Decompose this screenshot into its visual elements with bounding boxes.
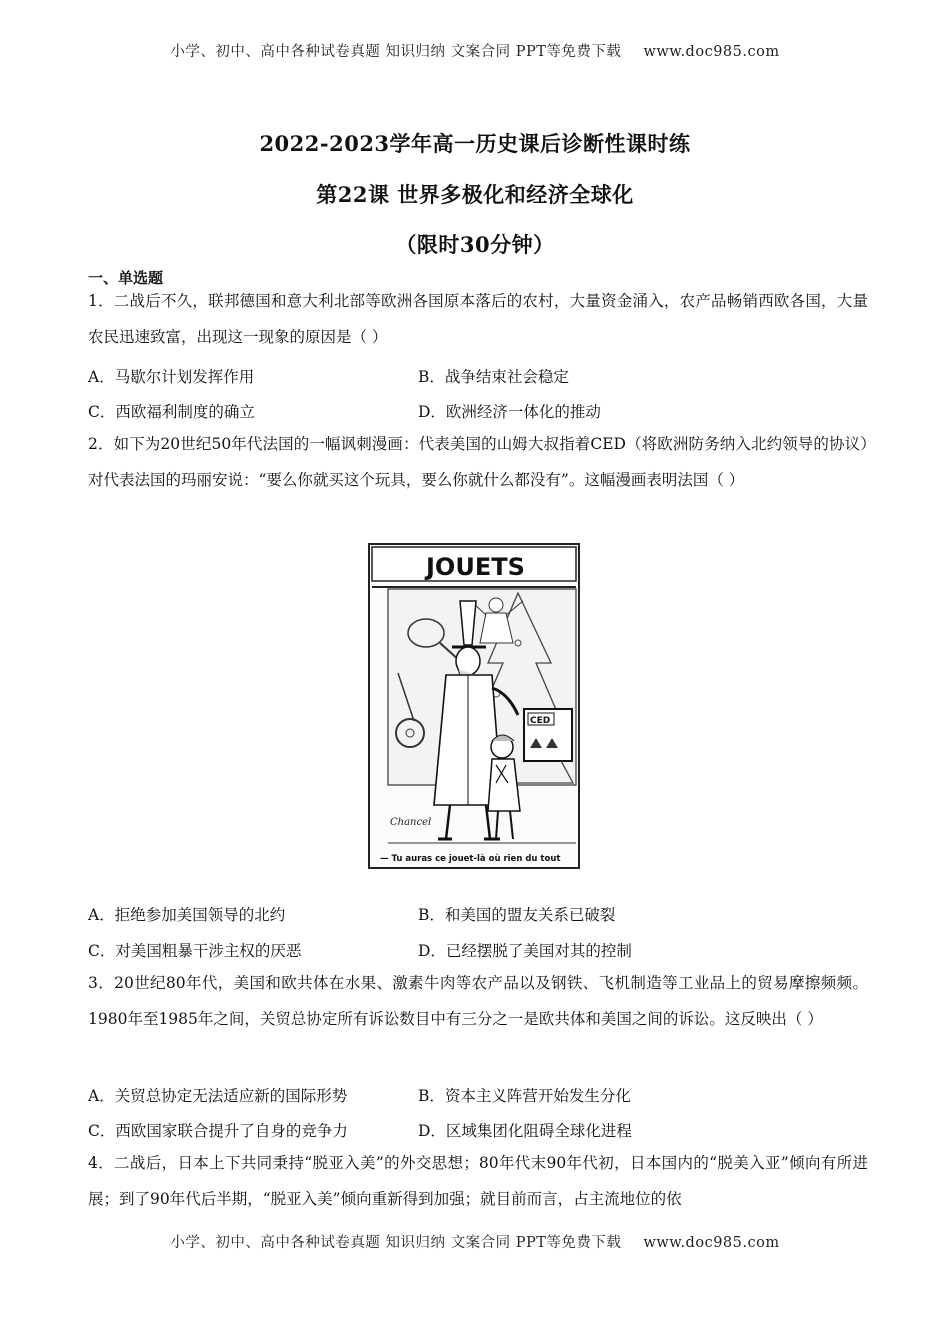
question-1-option-c: C．西欧福利制度的确立 [88, 403, 255, 421]
question-2-stem: 2．如下为20世纪50年代法国的一幅讽刺漫画：代表美国的山姆大叔指着CED（将欧洲防务纳入北约领导的协议）对代表法国的玛丽安说：“要么你就买这个玩具，要么你就什么都没有”。这幅漫画表明法国（ ） [88, 435, 868, 489]
cartoon-signature: Chancel [390, 817, 432, 828]
question-1-stem: 1．二战后不久，联邦德国和意大利北部等欧洲各国原本落后的农村，大量资金涌入，农产品畅销西欧各国，大量农民迅速致富，出现这一现象的原因是（ ） [88, 292, 868, 346]
question-2-option-c: C．对美国粗暴干涉主权的厌恶 [88, 942, 302, 960]
question-2-option-a: A．拒绝参加美国领导的北约 [88, 906, 286, 924]
question-2-option-d: D．已经摆脱了美国对其的控制 [418, 942, 632, 960]
footer-text: 小学、初中、高中各种试卷真题 知识归纳 文案合同 PPT等免费下载 [170, 1235, 622, 1251]
page-footer [0, 1231, 950, 1252]
question-3-option-b: B．资本主义阵营开始发生分化 [418, 1087, 631, 1105]
lesson-title: 第22课 世界多极化和经济全球化 [316, 182, 634, 207]
question-1-option-a: A．马歇尔计划发挥作用 [88, 368, 255, 386]
cartoon-box-label: CED [530, 716, 551, 726]
cartoon-image [368, 543, 580, 869]
footer-url[interactable]: www.doc985.com [643, 1235, 780, 1251]
question-1-option-b: B．战争结束社会稳定 [418, 368, 569, 386]
question-3-option-c: C．西欧国家联合提升了自身的竞争力 [88, 1122, 348, 1140]
question-3-option-a: A．关贸总协定无法适应新的国际形势 [88, 1087, 348, 1105]
header-url[interactable]: www.doc985.com [643, 44, 780, 60]
time-limit: （限时30分钟） [395, 232, 555, 257]
question-3-stem: 3．20世纪80年代，美国和欧共体在水果、激素牛肉等农产品以及钢铁、飞机制造等工业品上的贸易摩擦频频。1980年至1985年之间，关贸总协定所有诉讼数目中有三分之一是欧共体和美国之间的诉讼。这反映出（ ） [88, 974, 868, 1028]
section-heading: 一、单选题 [88, 269, 164, 287]
page-header [0, 40, 950, 61]
question-2-option-b: B．和美国的盟友关系已破裂 [418, 906, 616, 924]
exam-title: 2022-2023学年高一历史课后诊断性课时练 [259, 131, 691, 156]
header-text: 小学、初中、高中各种试卷真题 知识归纳 文案合同 PPT等免费下载 [170, 44, 622, 60]
question-1-option-d: D．欧洲经济一体化的推动 [418, 403, 601, 421]
question-3-option-d: D．区域集团化阻碍全球化进程 [418, 1122, 632, 1140]
question-4-stem: 4．二战后，日本上下共同秉持“脱亚入美”的外交思想；80年代末90年代初，日本国内的“脱美入亚”倾向有所进展；到了90年代后半期，“脱亚入美”倾向重新得到加强；就目前而言，占主流地位的依 [88, 1154, 868, 1208]
cartoon-caption: — Tu auras ce jouet-là où rien du tout [380, 854, 561, 864]
cartoon-shop-sign: JOUETS [426, 553, 525, 581]
